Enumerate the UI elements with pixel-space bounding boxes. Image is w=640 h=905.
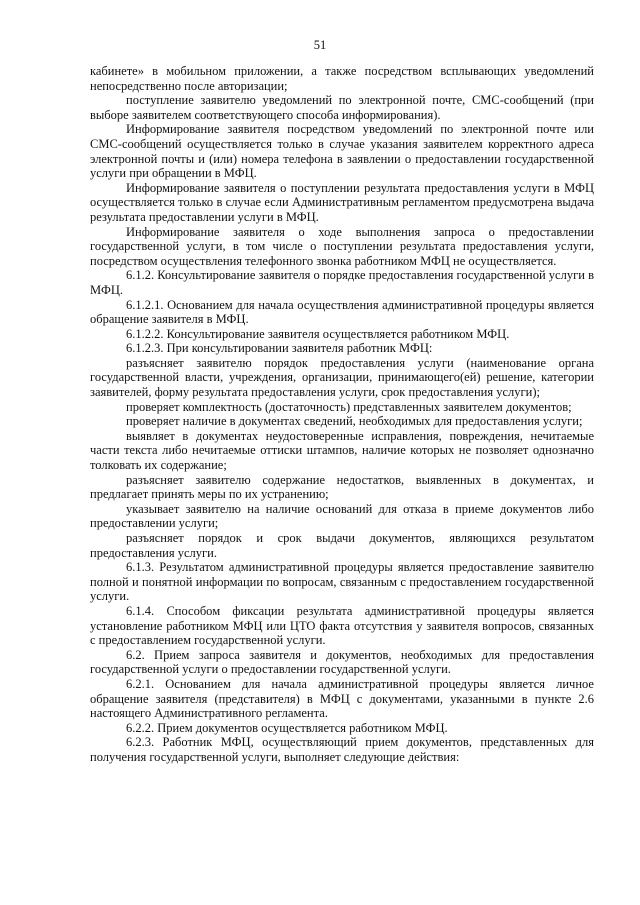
- document-body: [90, 64, 594, 765]
- paragraph-3: Информирование заявителя посредством уведомлений по электронной почте или СМС-сообщений осуществляется только в случае указания заявителем корректного адреса электронной почты и (или) номера телефона в заявлении о предоставлении государственной услуги при обращении в МФЦ.: [90, 122, 594, 181]
- paragraph-4: Информирование заявителя о поступлении результата предоставления услуги в МФЦ осуществляется только в случае если Административным регламентом предусмотрена выдача результата предоставлении услуги в МФЦ.: [90, 180, 594, 224]
- page-number: 51: [313, 38, 327, 52]
- paragraph-9: 6.1.2.3. При консультировании заявителя работник МФЦ:: [126, 341, 433, 356]
- paragraph-7: 6.1.2.1. Основанием для начала осуществления административной процедуры является обращение заявителя в МФЦ.: [90, 297, 594, 327]
- paragraph-18: 6.1.4. Способом фиксации результата административной процедуры является установление работником МФЦ или ЦТО факта отсутствия у заявителя вопросов, связанных с предоставлением государственной услуги.: [90, 603, 594, 648]
- paragraph-13: выявляет в документах неудостоверенные исправления, повреждения, нечитаемые части текста либо нечитаемые оттиски штампов, наличие которых не позволяет однозначно толковать их содержание;: [90, 428, 594, 473]
- paragraph-1: кабинете» в мобильном приложении, а также посредством всплывающих уведомлений непосредственно после авторизации;: [90, 64, 594, 93]
- paragraph-12: проверяет наличие в документах сведений, необходимых для предоставления услуги;: [126, 414, 583, 429]
- paragraph-19: 6.2. Прием запроса заявителя и документов, необходимых для предоставления государственной услуги о предоставлении государственной услуги.: [90, 647, 594, 677]
- paragraph-17: 6.1.3. Результатом административной процедуры является предоставление заявителю полной и понятной информации по вопросам, связанным с предоставлением государственной услуги.: [90, 560, 594, 604]
- paragraph-5: Информирование заявителя о ходе выполнения запроса о предоставлении государственной услуги, в том числе о поступлении результата предоставления услуги, посредством осуществления телефонного звонка работником МФЦ не осуществляется.: [90, 224, 594, 268]
- paragraph-10: разъясняет заявителю порядок предоставления услуги (наименование органа государственной власти, учреждения, организации, принимающего(ей) решение, категории заявителей, форму результата предоставления услуги, срок предоставления услуги);: [90, 355, 594, 400]
- paragraph-22: 6.2.3. Работник МФЦ, осуществляющий прием документов, представленных для получения государственной услуги, выполняет следующие действия:: [90, 735, 594, 764]
- paragraph-2: поступление заявителю уведомлений по электронной почте, СМС-сообщений (при выборе заявителем соответствующего способа информирования).: [90, 93, 594, 122]
- paragraph-8: 6.1.2.2. Консультирование заявителя осуществляется работником МФЦ.: [126, 326, 510, 341]
- paragraph-20: 6.2.1. Основанием для начала административной процедуры является личное обращение заявителя (представителя) в МФЦ с документами, указанными в пункте 2.6 настоящего Административного регламента.: [90, 676, 594, 721]
- paragraph-16: разъясняет порядок и срок выдачи документов, являющихся результатом предоставления услуги.: [90, 531, 594, 560]
- paragraph-11: проверяет комплектность (достаточность) представленных заявителем документов;: [126, 399, 572, 414]
- paragraph-6: 6.1.2. Консультирование заявителя о порядке предоставления государственной услуги в МФЦ.: [90, 268, 594, 297]
- paragraph-15: указывает заявителю на наличие оснований для отказа в приеме документов либо предоставлении услуги;: [90, 501, 594, 531]
- paragraph-21: 6.2.2. Прием документов осуществляется работником МФЦ.: [126, 720, 448, 735]
- paragraph-14: разъясняет заявителю содержание недостатков, выявленных в документах, и предлагает принять меры по их устранению;: [90, 472, 594, 502]
